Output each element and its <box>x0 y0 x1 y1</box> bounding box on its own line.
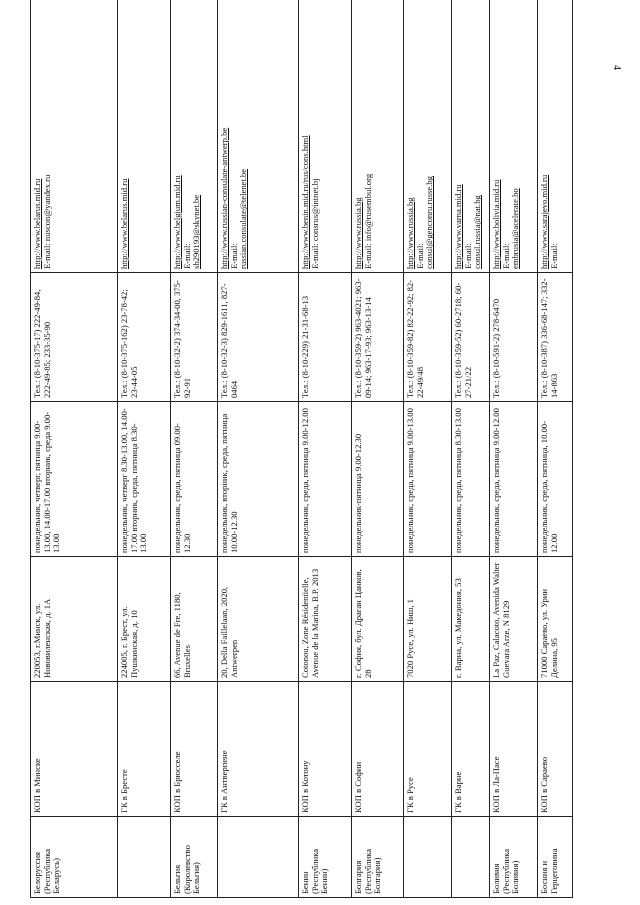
office-cell <box>31 682 118 817</box>
cell-line: Болгария) <box>372 857 383 894</box>
office-cell <box>352 682 404 817</box>
hours-cell <box>218 402 299 557</box>
hours-cell-text: понедельник, среда, пятница 9.00-12.00 <box>491 408 501 553</box>
phone-cell-text: Тел.: (8-10-32-2) 374-34-00, 375-92-91 <box>172 280 192 398</box>
hours-cell-text: понедельник, вторник, среда, пятница 10.00-12.30 <box>219 413 239 553</box>
cell-line: (Республика <box>309 848 320 894</box>
cell-line: E-mail: <box>414 243 425 269</box>
phone-cell <box>404 273 452 402</box>
office-cell <box>299 682 352 817</box>
phone-cell-text: Тел.: (8-10-229) 21-31-68-13 <box>300 295 310 398</box>
phone-cell-text: Тел.: (8-10-359-82) 82-22-92; 82-22-49/48 <box>405 279 425 398</box>
cell-line: (Республика <box>362 848 373 894</box>
hours-cell-text: понедельник, среда, пятница 09.00-12.30 <box>172 423 192 553</box>
office-cell-text: ГК в Антверпене <box>219 750 229 813</box>
cell-line: Бенин <box>300 871 310 894</box>
country-cell <box>538 817 573 898</box>
contact-cell <box>218 0 299 273</box>
hours-cell-text: понедельник, четверг 8.30-13.00, 14.00-17.00 вторник, среда, пятница 8.30-13.00 <box>119 408 149 553</box>
hours-cell <box>299 402 352 557</box>
address-cell <box>352 557 404 682</box>
office-cell-text: ГК в Русе <box>405 777 415 813</box>
office-cell-text: КОП в Минске <box>32 758 42 813</box>
cell-line: (Королевство <box>181 845 192 894</box>
address-cell-text: La Paz, Calacoto, Avenida Walter Guevara Arze, N 8129 <box>491 562 511 678</box>
contact-link[interactable]: russian.consulate@telenet.be <box>238 168 249 269</box>
hours-cell <box>452 402 490 557</box>
address-cell <box>171 557 218 682</box>
hours-cell <box>538 402 573 557</box>
table-row <box>538 0 573 898</box>
contact-link[interactable]: http://www.russia.bg <box>353 197 363 269</box>
office-cell <box>118 682 171 817</box>
hours-cell <box>118 402 171 557</box>
address-cell <box>490 557 538 682</box>
contact-link[interactable]: http://www.belarus.mid.ru <box>32 178 42 269</box>
contact-link[interactable]: embrusia@acelerate.bo <box>510 188 521 269</box>
table-row <box>299 0 352 898</box>
cell-line: Боливия) <box>510 860 521 894</box>
cell-line: E-mail: <box>228 243 239 269</box>
phone-cell-text: Тел.: (8-10-591-2) 278-6470 <box>491 298 501 398</box>
phone-cell <box>118 273 171 402</box>
contact-link[interactable]: http://www.bolivia.mid.ru <box>491 179 501 269</box>
cell-line: E-mail: consrus@intnet.bj <box>309 178 320 269</box>
table-row <box>404 0 452 898</box>
country-cell <box>118 817 171 898</box>
phone-cell-text: Тел.: (8-10-387) 336-68-147; 332-14-863 <box>539 278 559 398</box>
country-cell <box>171 817 218 898</box>
cell-line: (Республика <box>500 848 511 894</box>
office-cell-text: КОП в Брюсселе <box>172 751 182 813</box>
contact-link[interactable]: http://www.russian-consulate-antwerp.be <box>219 127 229 269</box>
phone-cell <box>352 273 404 402</box>
address-cell <box>31 557 118 682</box>
contact-cell <box>352 0 404 273</box>
cell-line: Беларусь) <box>51 858 62 894</box>
address-cell <box>404 557 452 682</box>
hours-cell <box>490 402 538 557</box>
contact-link[interactable]: http://www.belarus.mid.ru <box>119 178 129 269</box>
phone-cell-text: Тел.: (8-10-375-17) 222-49-84, 222-49-85; 233-35-90 <box>32 289 52 398</box>
hours-cell-text: понедельник-пятница 9.00-12.30 <box>353 433 363 553</box>
office-cell-text: КОП в Ла-Пасе <box>491 756 501 813</box>
contact-link[interactable]: http://www.varna.mid.ru <box>453 184 463 269</box>
address-cell-text: г. Варна, ул. Македония, 53 <box>453 578 463 678</box>
contact-link[interactable]: sb290193@skynet.be <box>191 194 202 269</box>
cell-line: E-mail: <box>500 243 511 269</box>
rotated-page-content <box>30 38 573 898</box>
country-cell <box>352 817 404 898</box>
cell-line: Босния и <box>539 860 549 894</box>
contact-cell <box>490 0 538 273</box>
phone-cell-text: Тел.: (8-10-359-52) 60-2718; 60-27-21/22 <box>453 282 473 398</box>
address-cell-text: Cotonou, Zone Résidentielle, Avenue de la Marina, B.P. 2013 <box>300 568 320 678</box>
address-cell-text: г. София, бул. Драган Цанков, 28 <box>353 569 373 678</box>
office-cell <box>404 682 452 817</box>
phone-cell <box>299 273 352 402</box>
consulates-table <box>30 0 573 898</box>
table-row <box>352 0 404 898</box>
office-cell-text: ГК в Варне <box>453 771 463 813</box>
hours-cell-text: понедельник, среда, пятница 9.00-13.00 <box>405 408 415 553</box>
office-cell <box>171 682 218 817</box>
contact-link[interactable]: consul.russia@nat.bg <box>472 195 483 269</box>
contact-link[interactable]: http://www.russia.bg <box>405 197 415 269</box>
phone-cell <box>538 273 573 402</box>
phone-cell <box>171 273 218 402</box>
table-row <box>452 0 490 898</box>
country-cell <box>299 817 352 898</box>
address-cell <box>118 557 171 682</box>
phone-cell <box>452 273 490 402</box>
country-cell <box>31 817 118 898</box>
hours-cell <box>171 402 218 557</box>
country-cell <box>452 817 490 898</box>
country-cell <box>404 817 452 898</box>
hours-cell-text: понедельник, среда, пятница 8.30-13.00 <box>453 408 463 553</box>
cell-line: Боливия <box>491 863 501 894</box>
consulates-table-body <box>31 0 573 898</box>
cell-line: E-mail: <box>181 243 192 269</box>
contact-cell <box>452 0 490 273</box>
table-row <box>31 0 118 898</box>
country-cell <box>490 817 538 898</box>
table-row <box>118 0 171 898</box>
contact-cell <box>118 0 171 273</box>
contact-cell <box>31 0 118 273</box>
contact-link[interactable]: http://www.sarajevo.mid.ru <box>539 174 549 269</box>
address-cell <box>299 557 352 682</box>
cell-line: (Республика <box>41 848 52 894</box>
cell-line: Белоруссия <box>32 852 42 894</box>
address-cell-text: 66, Avenue de Fre, 1180, Bruxelles <box>172 592 192 678</box>
hours-cell-text: понедельник, четверг, пятница 9.00-13.00, 14.00-17.00 вторник, среда 9.00-13.00 <box>32 411 62 553</box>
address-cell-text: 20, Della Faillelaan, 2020, Antwerpen <box>219 586 239 678</box>
contact-cell <box>171 0 218 273</box>
office-cell-text: КОП в Котону <box>300 760 310 813</box>
office-cell <box>538 682 573 817</box>
cell-line: E-mail: info@rusembul.org <box>362 173 373 269</box>
office-cell-text: ГК в Бресте <box>119 769 129 813</box>
office-cell <box>490 682 538 817</box>
hours-cell <box>352 402 404 557</box>
page-number: 4 <box>611 65 622 70</box>
hours-cell <box>31 402 118 557</box>
cell-line: Герцеговина <box>548 848 559 894</box>
contact-cell <box>404 0 452 273</box>
hours-cell <box>404 402 452 557</box>
table-row <box>490 0 538 898</box>
cell-line: E-mail: nuscon@yandex.ru <box>41 174 52 269</box>
address-cell-text: 224005, г. Брест, ул. Пушкинская, д. 10 <box>119 606 139 678</box>
address-cell <box>452 557 490 682</box>
address-cell <box>218 557 299 682</box>
hours-cell-text: понедельник, среда, пятница, 10.00-12.00 <box>539 421 559 553</box>
country-cell <box>218 817 299 898</box>
address-cell <box>538 557 573 682</box>
phone-cell-text: Тел.: (8-10-32-3) 829-1611, 827-0464 <box>219 283 239 398</box>
cell-line: E-mail: <box>548 243 559 269</box>
contact-cell <box>299 0 352 273</box>
office-cell-text: КОП в Софии <box>353 761 363 813</box>
cell-line: Болгария <box>353 860 363 894</box>
cell-line: Бенин) <box>319 868 330 894</box>
table-row <box>218 0 299 898</box>
hours-cell-text: понедельник, среда, пятница 9.00-12.00 <box>300 408 310 553</box>
contact-link[interactable]: consul@genconru.russe.bg <box>424 176 435 269</box>
cell-line: E-mail: <box>462 243 473 269</box>
phone-cell <box>218 273 299 402</box>
cell-line: Бельгия <box>172 864 182 894</box>
address-cell-text: 71000 Сараево, ул. Урии Делина, 95 <box>539 588 559 678</box>
office-cell <box>218 682 299 817</box>
address-cell-text: 220053, г.Минск, ул. Нововиленская, д. 1А <box>32 598 52 678</box>
office-cell <box>452 682 490 817</box>
contact-link[interactable]: http://www.belgium.mid.ru <box>172 175 182 269</box>
cell-line: Бельгия) <box>191 862 202 894</box>
address-cell-text: 7020 Русе, ул. Ниш, 1 <box>405 599 415 678</box>
phone-cell-text: Тел.: (8-10-359-2) 963-4021; 963-09-14; 963-17-93; 963-13-14 <box>353 278 373 398</box>
phone-cell <box>31 273 118 402</box>
contact-link[interactable]: http://www.benin.mid.ru/rus/cons.html <box>300 135 310 269</box>
table-row <box>171 0 218 898</box>
contact-cell <box>538 0 573 273</box>
office-cell-text: КОП в Сараево <box>539 756 549 813</box>
phone-cell <box>490 273 538 402</box>
phone-cell-text: Тел.: (8-10-375-162) 23-78-42; 23-44-05 <box>119 289 139 398</box>
